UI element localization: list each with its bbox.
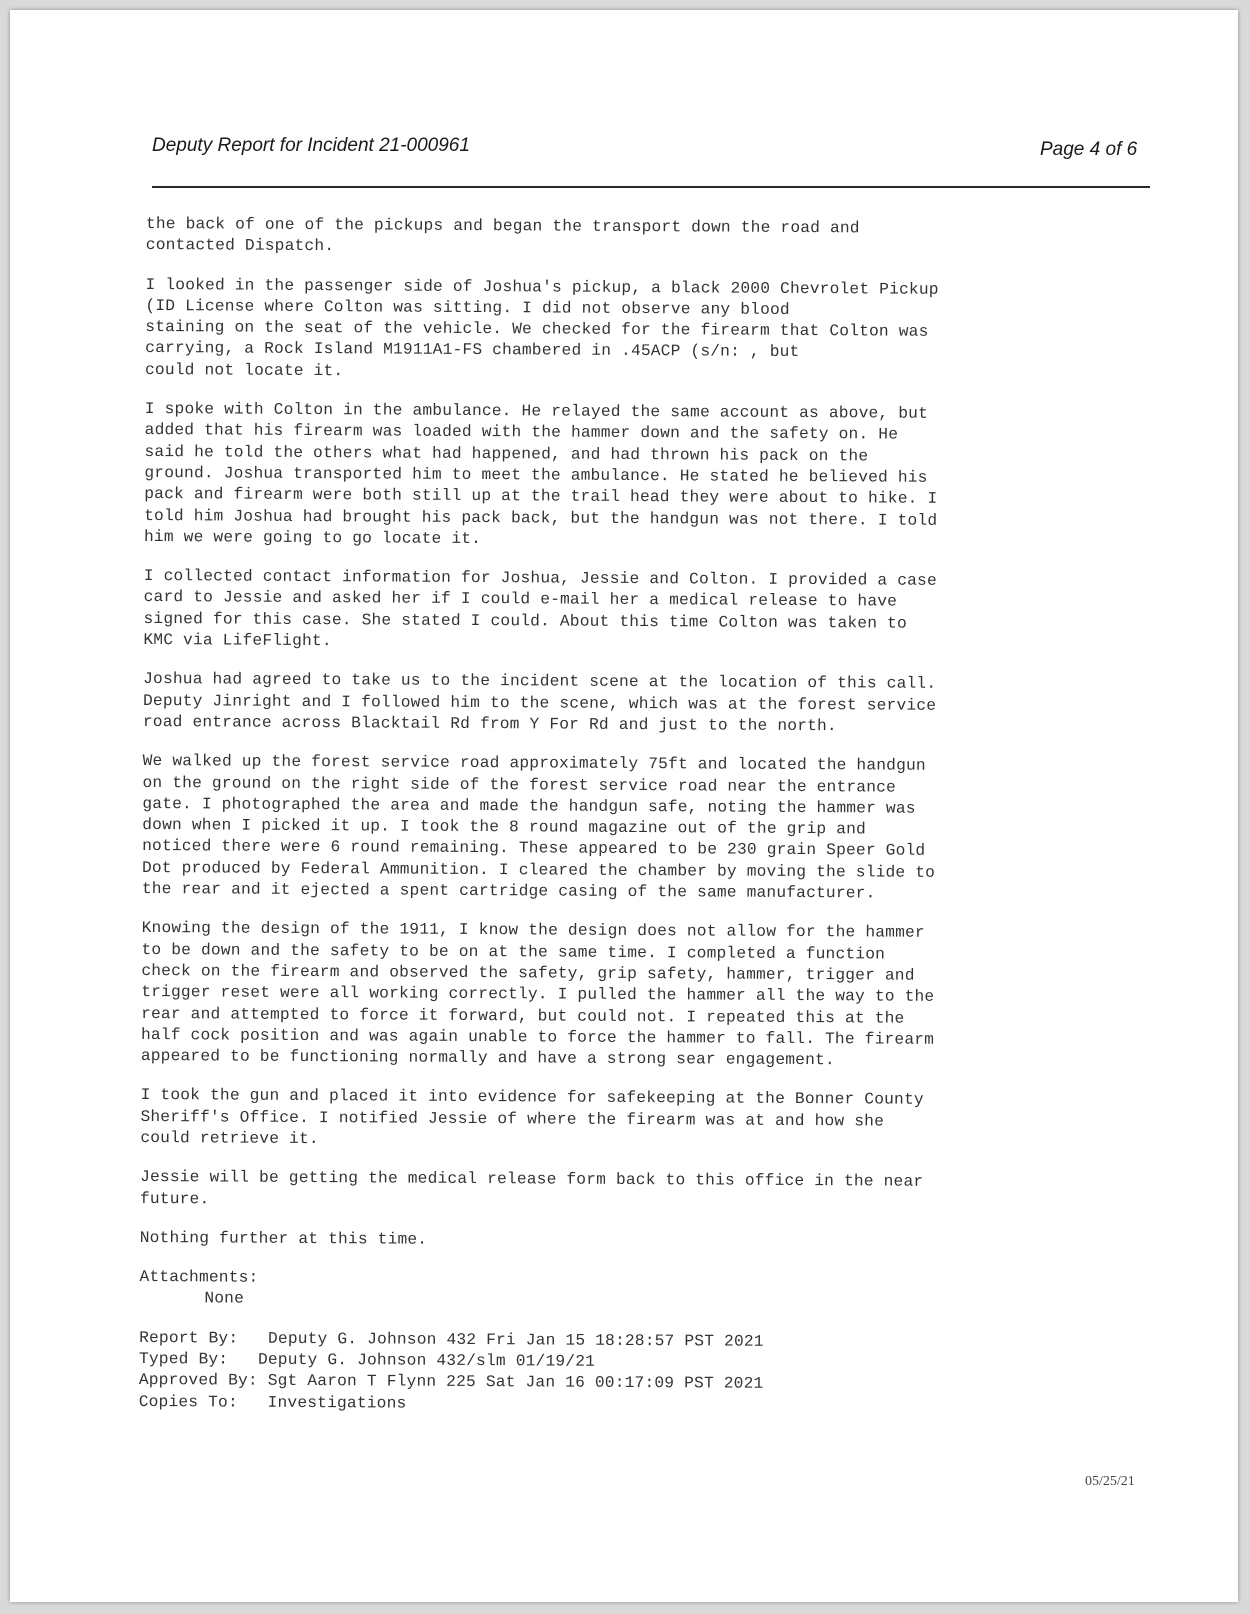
paragraph-medical-release: Jessie will be getting the medical release form back to this office in the near future. <box>139 1168 924 1208</box>
report-title: Deputy Report for Incident 21-000961 <box>152 135 470 156</box>
report-body <box>139 214 1026 1418</box>
paragraph-incident-scene: Joshua had agreed to take us to the incident scene at the location of this call. Deputy Jinright and I followed him to the scene, which was at the forest service road entrance across Blacktail Rd from Y For Rd and just to the north. <box>142 670 937 736</box>
paragraph-colton-statement: I spoke with Colton in the ambulance. He relayed the same account as above, but added that his firearm was loaded with the hammer down and the safety on. He said he told the others what had happened, and had thrown his pack on the ground. Joshua transported him to meet the ambulance. He stated he believed his pack and firearm were both still up at the trail head they were about to hike. I told him Joshua had brought his pack back, but the handgun was not there. I told him we were going to go locate it. <box>143 400 938 548</box>
paragraph-function-check: Knowing the design of the 1911, I know the design does not allow for the hammer to be down and the safety to be on at the same time. I completed a function check on the firearm and observed the safety, grip safety, hammer, trigger and trigger reset were all working correctly. I pulled the hammer all the way to the rear and attempted to force it forward, but could not. I repeated this at the half cock position and was again unable to force the hammer to fall. The firearm appeared to be functioning normally and have a strong sear engagement. <box>140 919 935 1070</box>
document-page <box>10 10 1238 1602</box>
attachments-value: None <box>204 1289 245 1309</box>
report-by-line: Report By: Deputy G. Johnson 432 Fri Jan 15 18:28:57 PST 2021 <box>139 1328 764 1351</box>
paragraph-evidence: I took the gun and placed it into evidence for safekeeping at the Bonner County Sheriff's Office. I notified Jessie of where the firearm was at and how she could retrieve it. <box>140 1086 924 1149</box>
paragraph-pickup-search: I looked in the passenger side of Joshua's pickup, a black 2000 Chevrolet Pickup (ID License where Colton was sitting. I did not observe any blood staining on the seat of the vehicle. We checked for the firearm that Colton was carrying, a Rock Island M1911A1-FS chambered in .45ACP (s/n: , but could not locate it. <box>144 275 939 380</box>
paragraph-contact-info: I collected contact information for Joshua, Jessie and Colton. I provided a case card to Jessie and asked her if I could e-mail her a medical release to have signed for this case. She stated I could. About this time Colton was taken to KMC via LifeFlight. <box>143 567 937 651</box>
paragraph-closing: Nothing further at this time. <box>139 1228 428 1249</box>
page-number: Page 4 of 6 <box>1040 139 1138 160</box>
paragraph-handgun-located: We walked up the forest service road approximately 75ft and located the handgun on the ground on the right side of the forest service road near the entrance gate. I photographed the area and made the handgun safe, noting the hammer was down when I picked it up. I took the 8 round magazine out of the grip and noticed there were 6 round remaining. These appeared to be 230 grain Speer Gold Dot produced by Federal Ammunition. I cleared the chamber by moving the slide to the rear and it ejected a spent cartridge casing of the same manufacturer. <box>141 752 936 903</box>
attachments-section <box>139 1267 1019 1315</box>
report-signoff <box>139 1328 1020 1419</box>
approved-by-line: Approved By: Sgt Aaron T Flynn 225 Sat Jan 16 00:17:09 PST 2021 <box>138 1371 764 1394</box>
date-stamp: 05/25/21 <box>1085 1474 1135 1489</box>
typed-by-line: Typed By: Deputy G. Johnson 432/slm 01/19/21 <box>138 1350 596 1371</box>
header-divider <box>152 186 1150 188</box>
copies-to-line: Copies To: Investigations <box>138 1392 407 1413</box>
attachments-label: Attachments: <box>139 1268 259 1287</box>
paragraph-transport: the back of one of the pickups and began the transport down the road and contacted Dispatch. <box>145 214 860 256</box>
